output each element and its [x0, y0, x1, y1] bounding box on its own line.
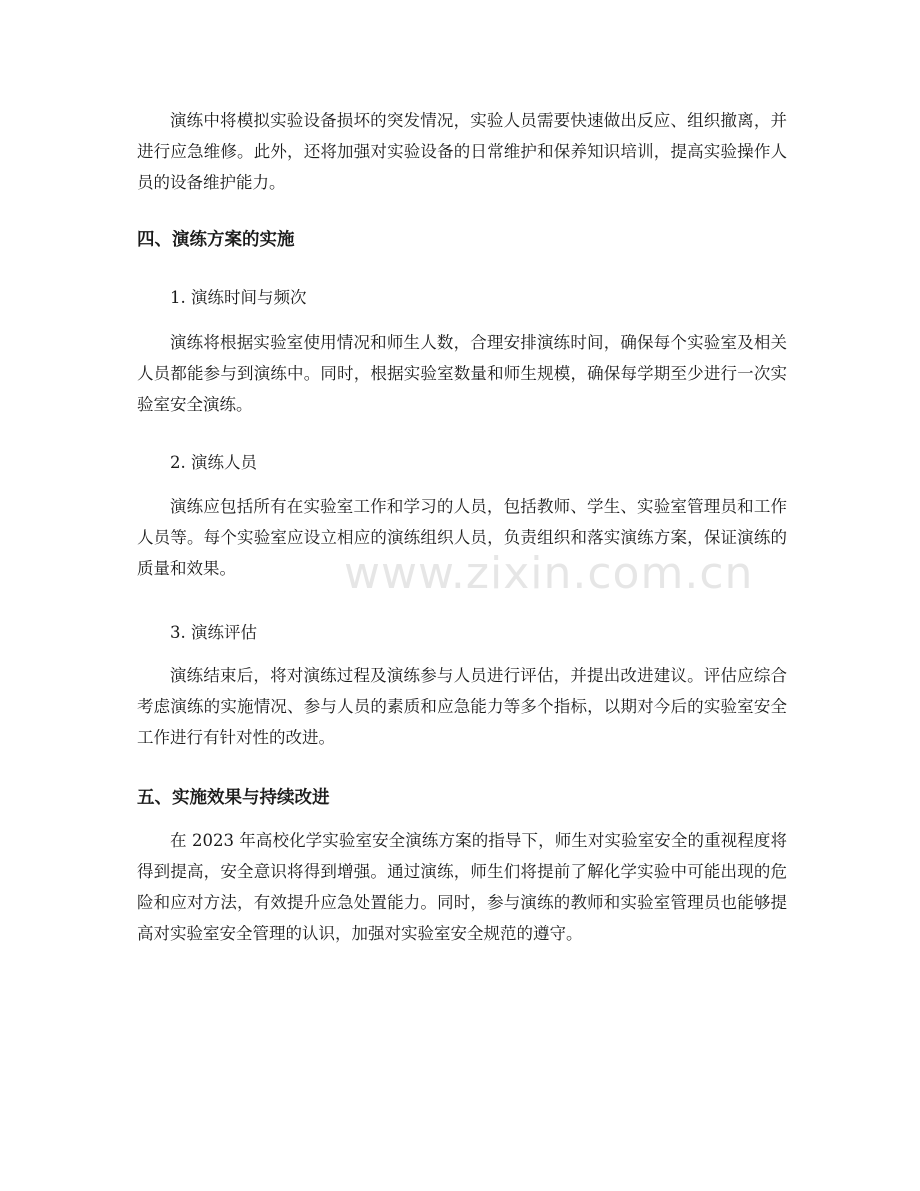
- subheading-time-frequency: 1. 演练时间与频次: [170, 288, 307, 307]
- paragraph-personnel: 演练应包括所有在实验室工作和学习的人员，包括教师、学生、实验室管理员和工作人员等。每个实验室应设立相应的演练组织人员，负责组织和落实演练方案，保证演练的质量和效果。: [137, 497, 787, 578]
- section-heading-5: 五、实施效果与持续改进: [137, 788, 330, 808]
- section-heading-4: 四、演练方案的实施: [137, 230, 295, 250]
- watermark: www.zixin.com.cn: [344, 548, 754, 599]
- subheading-evaluation: 3. 演练评估: [170, 623, 257, 642]
- paragraph-effects: 在 2023 年高校化学实验室安全演练方案的指导下，师生对实验室安全的重视程度将得到提高，安全意识将得到增强。通过演练，师生们将提前了解化学实验中可能出现的危险和应对方法，有效提升应急处置能力。同时，参与演练的教师和实验室管理员也能够提高对实验室安全管理的认识，加强对实验室安全规范的遵守。: [137, 831, 787, 943]
- subheading-personnel: 2. 演练人员: [170, 453, 257, 472]
- paragraph-time-frequency: 演练将根据实验室使用情况和师生人数，合理安排演练时间，确保每个实验室及相关人员都能参与到演练中。同时，根据实验室数量和师生规模，确保每学期至少进行一次实验室安全演练。: [137, 333, 787, 414]
- paragraph-equipment-damage: 演练中将模拟实验设备损坏的突发情况，实验人员需要快速做出反应、组织撤离，并进行应急维修。此外，还将加强对实验设备的日常维护和保养知识培训，提高实验操作人员的设备维护能力。: [137, 111, 787, 192]
- paragraph-evaluation: 演练结束后，将对演练过程及演练参与人员进行评估，并提出改进建议。评估应综合考虑演练的实施情况、参与人员的素质和应急能力等多个指标，以期对今后的实验室安全工作进行有针对性的改进。: [137, 666, 787, 747]
